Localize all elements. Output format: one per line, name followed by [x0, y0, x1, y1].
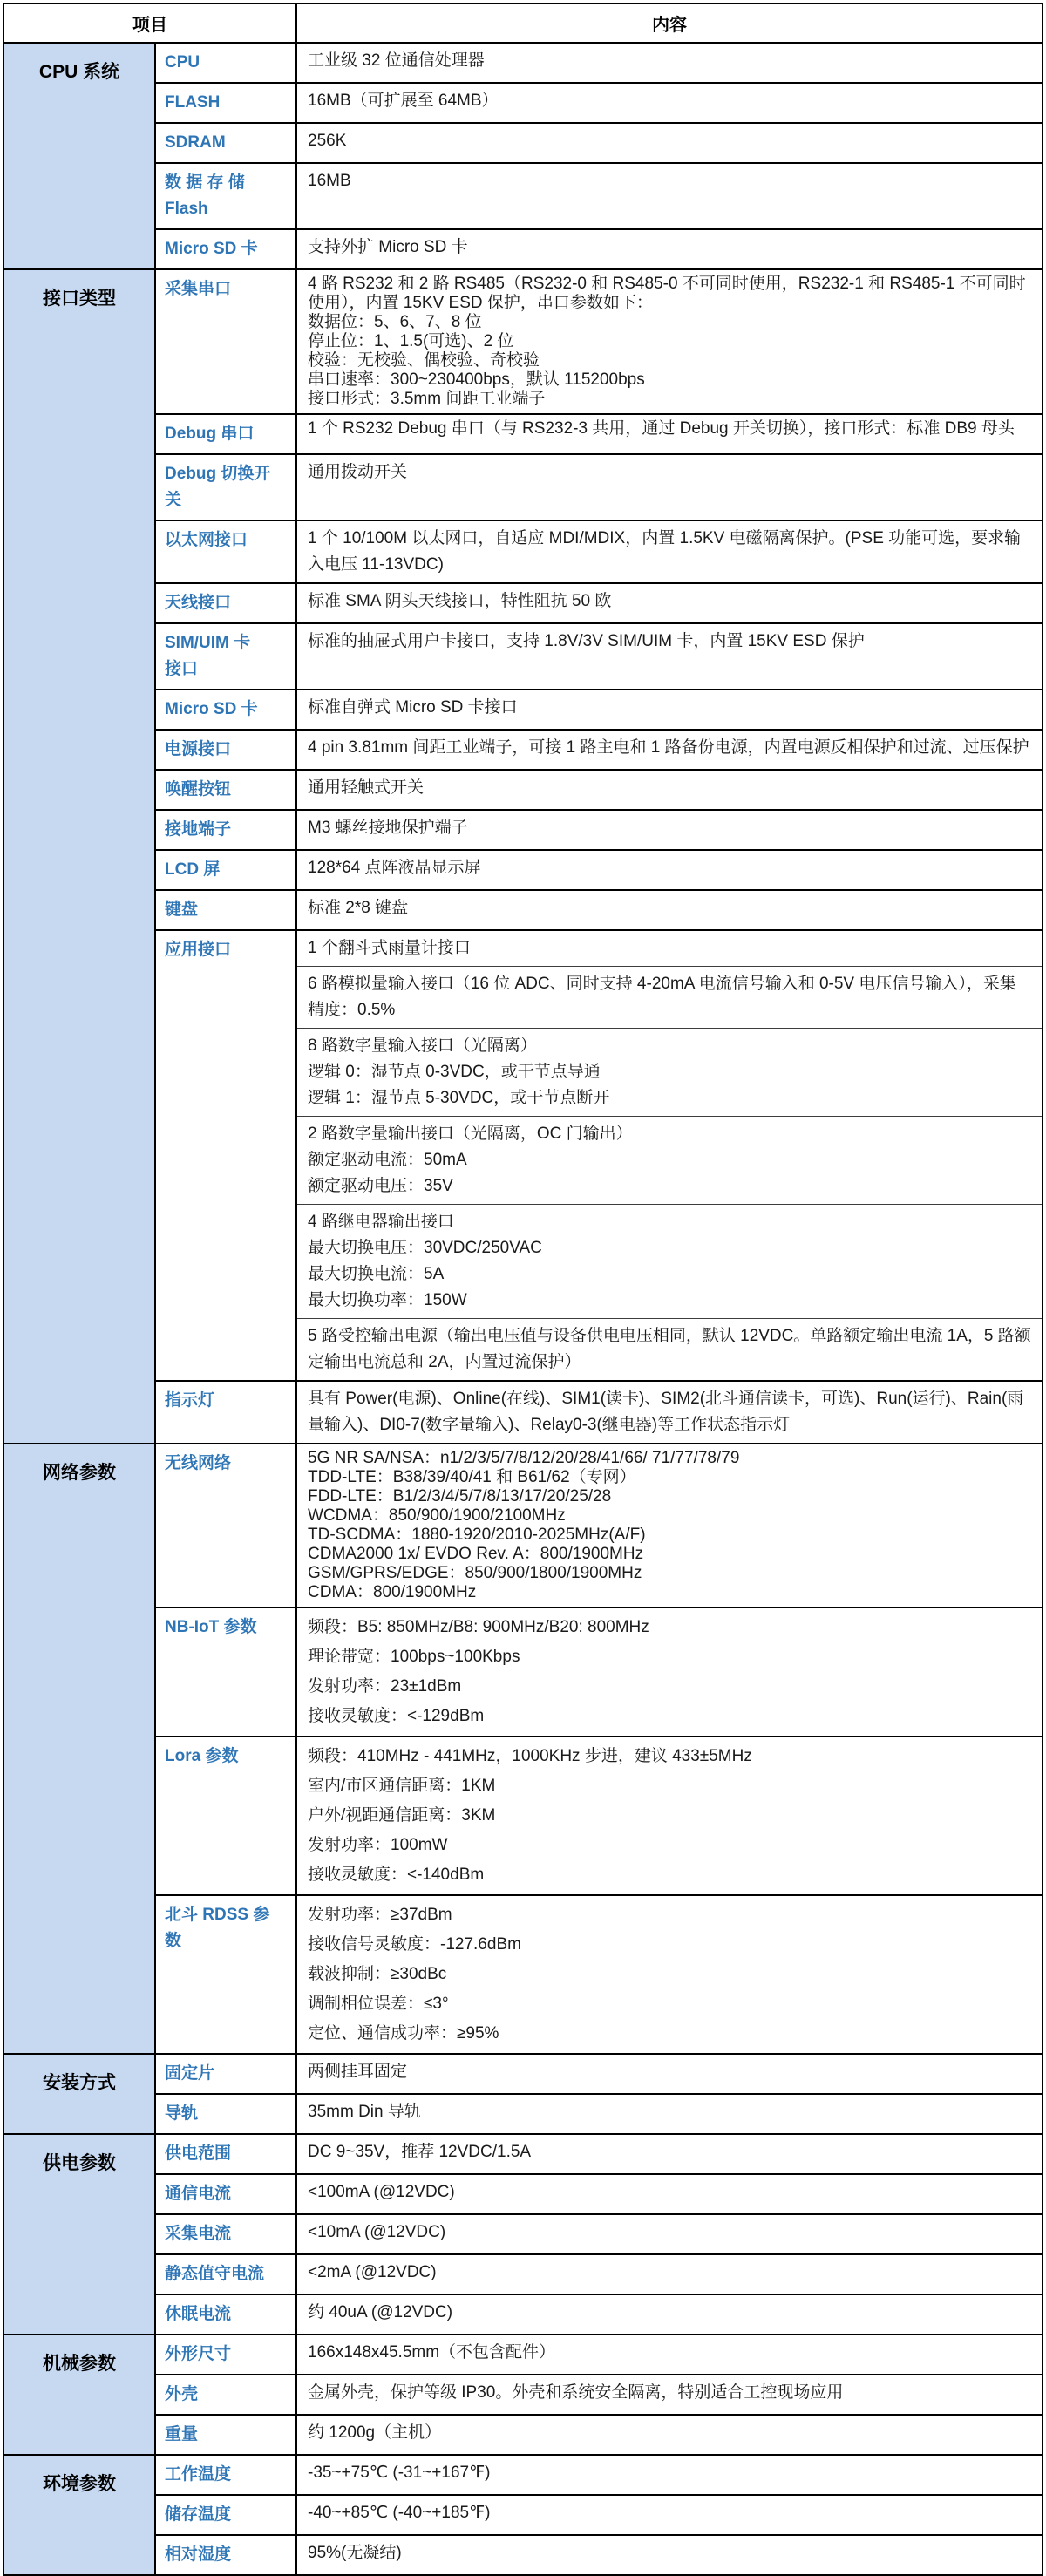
- content-line: 额定驱动电流：50mA: [308, 1151, 467, 1169]
- content-line: 约 1200g（主机）: [308, 2423, 442, 2442]
- spec-content-cell: [296, 1444, 1043, 1607]
- content-block: [297, 2055, 1042, 2090]
- content-line: 停止位：1、1.5(可选)、2 位: [308, 332, 514, 350]
- spec-label-line: 接口: [165, 660, 199, 678]
- spec-label-cell: [155, 43, 296, 83]
- content-line: 校验：无校验、偶校验、奇校验: [308, 351, 540, 370]
- content-line: 95%(无凝结): [308, 2544, 402, 2562]
- content-line: 标准 SMA 阴头天线接口，特性阻抗 50 欧: [308, 592, 612, 610]
- content-block: [297, 1116, 1042, 1204]
- spec-label-line: 固定片: [165, 2064, 215, 2083]
- spec-label-line: 采集电流: [165, 2225, 232, 2243]
- spec-label-cell: [155, 1607, 296, 1737]
- spec-label-line: SIM/UIM 卡: [165, 634, 251, 652]
- table-row: [3, 1895, 1043, 2054]
- spec-label-cell: [155, 2415, 296, 2455]
- spec-label-cell: [155, 810, 296, 850]
- spec-label-line: 储存温度: [165, 2505, 232, 2524]
- content-line: 1 个 RS232 Debug 串口（与 RS232-3 共用，通过 Debug 开关切换），接口形式：标准 DB9 母头: [308, 419, 1015, 438]
- spec-label-cell: [155, 1895, 296, 2054]
- spec-label-line: 数 据 存 储: [165, 173, 245, 192]
- table-row: [3, 890, 1043, 930]
- spec-content-cell: [296, 163, 1043, 229]
- spec-label-line: 数: [165, 1932, 182, 1950]
- content-block: [297, 2135, 1042, 2170]
- spec-content-cell: [296, 43, 1043, 83]
- table-row: [3, 43, 1043, 83]
- table-row: [3, 850, 1043, 890]
- table-row: [3, 2294, 1043, 2335]
- content-line: 通用轻触式开关: [308, 778, 425, 797]
- content-block: [297, 584, 1042, 619]
- content-block: [297, 2536, 1042, 2571]
- content-block: [297, 455, 1042, 490]
- content-line: 发射功率：≥37dBm: [308, 1906, 452, 1924]
- table-row: [3, 2174, 1043, 2214]
- spec-content-cell: [296, 2415, 1043, 2455]
- table-row: [3, 520, 1043, 583]
- content-line: 户外/视距通信距离：3KM: [308, 1806, 496, 1825]
- spec-label-line: 天线接口: [165, 594, 232, 612]
- content-line: 接收灵敏度：<-140dBm: [308, 1866, 485, 1884]
- table-row: [3, 414, 1043, 454]
- header-row: [3, 3, 1043, 43]
- spec-label-line: Debug 切换开: [165, 465, 271, 483]
- table-row: [3, 2134, 1043, 2174]
- spec-label-line: 以太网接口: [165, 531, 248, 549]
- spec-label-line: 重量: [165, 2425, 199, 2443]
- content-line: 128*64 点阵液晶显示屏: [308, 859, 481, 877]
- content-line: -40~+85℃ (-40~+185℉): [308, 2504, 491, 2522]
- content-block: [297, 521, 1042, 582]
- content-line: 4 路 RS232 和 2 路 RS485（RS232-0 和 RS485-0 不可同时使用，RS232-1 和 RS485-1 不可同时使用），内置 15KV ESD 保护，串口参数如下：: [308, 275, 1026, 312]
- spec-content-cell: [296, 2294, 1043, 2335]
- spec-label-cell: [155, 414, 296, 454]
- content-line: 两侧挂耳固定: [308, 2063, 408, 2081]
- content-line: 2 路数字量输出接口（光隔离，OC 门输出）: [308, 1125, 633, 1143]
- spec-label-cell: [155, 623, 296, 690]
- spec-label-cell: [155, 1737, 296, 1895]
- spec-content-cell: [296, 730, 1043, 770]
- content-block: [297, 2295, 1042, 2330]
- spec-label-cell: [155, 2375, 296, 2415]
- content-block: [297, 690, 1042, 725]
- content-block: [297, 84, 1042, 119]
- content-line: 支持外扩 Micro SD 卡: [308, 238, 468, 256]
- spec-label-cell: [155, 2094, 296, 2134]
- content-block: [297, 1896, 1042, 2053]
- spec-label-cell: [155, 83, 296, 123]
- spec-content-cell: [296, 2214, 1043, 2254]
- spec-label-cell: [155, 2214, 296, 2254]
- content-line: 接口形式：3.5mm 间距工业端子: [308, 390, 546, 408]
- table-row: [3, 83, 1043, 123]
- spec-content-cell: [296, 2535, 1043, 2575]
- content-line: 调制相位误差：≤3°: [308, 1995, 449, 2013]
- content-line: 逻辑 1：湿节点 5-30VDC，或干节点断开: [308, 1089, 610, 1107]
- spec-label-line: 唤醒按钮: [165, 780, 232, 799]
- content-block: [297, 891, 1042, 926]
- content-line: DC 9~35V，推荐 12VDC/1.5A: [308, 2143, 532, 2161]
- content-line: 室内/市区通信距离：1KM: [308, 1777, 496, 1795]
- table-row: [3, 2335, 1043, 2375]
- table-row: [3, 2054, 1043, 2094]
- content-line: 4 路继电器输出接口: [308, 1213, 454, 1231]
- content-line: <100mA (@12VDC): [308, 2183, 455, 2201]
- section-group-cell: 接口类型: [3, 269, 155, 1444]
- spec-label-cell: [155, 229, 296, 269]
- table-row: [3, 1737, 1043, 1895]
- column-header-item: 项目: [3, 3, 296, 43]
- spec-label-line: 关: [165, 491, 182, 509]
- content-block: [297, 966, 1042, 1028]
- spec-label-cell: [155, 850, 296, 890]
- content-line: 数据位：5、6、7、8 位: [308, 313, 482, 331]
- spec-label-cell: [155, 2054, 296, 2094]
- spec-label-line: 导轨: [165, 2104, 199, 2123]
- content-line: 发射功率：100mW: [308, 1836, 448, 1854]
- spec-content-cell: [296, 850, 1043, 890]
- spec-label-line: Micro SD 卡: [165, 240, 258, 258]
- spec-content-cell: [296, 2335, 1043, 2375]
- content-line: CDMA2000 1x/ EVDO Rev. A：800/1900MHz: [308, 1545, 644, 1563]
- spec-label-cell: [155, 2535, 296, 2575]
- spec-label-line: 工作温度: [165, 2465, 232, 2484]
- spec-label-line: 应用接口: [165, 941, 232, 959]
- spec-label-line: 相对湿度: [165, 2545, 232, 2564]
- content-line: 标准 2*8 键盘: [308, 899, 409, 917]
- spec-label-cell: [155, 454, 296, 520]
- spec-label-line: Flash: [165, 200, 208, 218]
- section-group-cell: CPU 系统: [3, 43, 155, 269]
- content-block: [297, 1028, 1042, 1116]
- content-line: <2mA (@12VDC): [308, 2263, 437, 2281]
- content-block: [297, 2375, 1042, 2410]
- spec-content-cell: [296, 690, 1043, 730]
- content-line: 最大切换功率：150W: [308, 1291, 467, 1309]
- spec-label-cell: [155, 2134, 296, 2174]
- spec-content-cell: [296, 83, 1043, 123]
- spec-label-line: 接地端子: [165, 820, 232, 839]
- table-row: [3, 583, 1043, 623]
- content-line: 16MB: [308, 172, 351, 190]
- spec-content-cell: [296, 2094, 1043, 2134]
- spec-label-cell: [155, 269, 296, 414]
- table-row: [3, 229, 1043, 269]
- spec-label-cell: [155, 890, 296, 930]
- content-block: [297, 851, 1042, 886]
- content-line: 最大切换电压：30VDC/250VAC: [308, 1239, 542, 1257]
- section-group-cell: 环境参数: [3, 2455, 155, 2575]
- content-line: 理论带宽：100bps~100Kbps: [308, 1648, 520, 1666]
- table-row: [3, 269, 1043, 414]
- content-line: 5 路受控输出电源（输出电压值与设备供电电压相同，默认 12VDC。单路额定输出电流 1A，5 路额定输出电流总和 2A，内置过流保护）: [308, 1327, 1031, 1371]
- content-block: [297, 2215, 1042, 2250]
- spec-label-cell: [155, 2495, 296, 2535]
- content-line: 约 40uA (@12VDC): [308, 2303, 453, 2321]
- spec-label-cell: [155, 930, 296, 1381]
- content-block: [297, 2456, 1042, 2491]
- content-line: 8 路数字量输入接口（光隔离）: [308, 1037, 537, 1055]
- content-line: 定位、通信成功率：≥95%: [308, 2024, 499, 2042]
- content-block: [297, 624, 1042, 659]
- content-line: 频段：410MHz - 441MHz，1000KHz 步进，建议 433±5MHz: [308, 1747, 752, 1765]
- spec-label-line: CPU: [165, 53, 200, 71]
- section-group-cell: 安装方式: [3, 2054, 155, 2134]
- content-line: WCDMA：850/900/1900/2100MHz: [308, 1506, 566, 1525]
- spec-label-line: 通信电流: [165, 2185, 232, 2203]
- spec-label-line: NB-IoT 参数: [165, 1618, 257, 1636]
- content-line: 256K: [308, 132, 347, 150]
- content-line: CDMA：800/1900MHz: [308, 1583, 477, 1601]
- content-block: [297, 44, 1042, 78]
- spec-label-line: 外壳: [165, 2385, 199, 2403]
- section-group-cell: 网络参数: [3, 1444, 155, 2054]
- content-line: GSM/GPRS/EDGE：850/900/1800/1900MHz: [308, 1564, 642, 1582]
- spec-content-cell: [296, 1607, 1043, 1737]
- section-group-cell: 机械参数: [3, 2335, 155, 2455]
- spec-content-cell: [296, 2134, 1043, 2174]
- spec-label-line: SDRAM: [165, 133, 226, 152]
- content-block: [297, 415, 1042, 443]
- spec-label-cell: [155, 520, 296, 583]
- content-line: 1 个 10/100M 以太网口，自适应 MDI/MDIX，内置 1.5KV 电磁隔离保护。(PSE 功能可选，要求输入电压 11-13VDC): [308, 529, 1022, 574]
- spec-label-line: 指示灯: [165, 1391, 215, 1410]
- content-line: FDD-LTE：B1/2/3/4/5/7/8/13/17/20/25/28: [308, 1487, 612, 1505]
- spec-label-cell: [155, 1381, 296, 1444]
- spec-label-cell: [155, 2254, 296, 2294]
- spec-content-cell: [296, 623, 1043, 690]
- spec-label-cell: [155, 1444, 296, 1607]
- content-block: [297, 1737, 1042, 1894]
- content-block: [297, 2416, 1042, 2450]
- spec-label-cell: [155, 690, 296, 730]
- spec-label-cell: [155, 2455, 296, 2495]
- content-line: 接收灵敏度：<-129dBm: [308, 1707, 485, 1725]
- spec-content-cell: [296, 2054, 1043, 2094]
- content-line: 166x148x45.5mm（不包含配件）: [308, 2343, 556, 2362]
- content-line: 1 个翻斗式雨量计接口: [308, 939, 471, 957]
- spec-label-cell: [155, 583, 296, 623]
- spec-content-cell: [296, 2455, 1043, 2495]
- section-group-cell: 供电参数: [3, 2134, 155, 2335]
- table-row: [3, 2094, 1043, 2134]
- spec-content-cell: [296, 770, 1043, 810]
- content-line: 发射功率：23±1dBm: [308, 1677, 462, 1696]
- spec-content-cell: [296, 1895, 1043, 2054]
- spec-content-cell: [296, 229, 1043, 269]
- content-line: -35~+75℃ (-31~+167℉): [308, 2464, 491, 2482]
- content-block: [297, 1444, 1042, 1607]
- content-block: [297, 771, 1042, 805]
- spec-content-cell: [296, 930, 1043, 1381]
- spec-content-cell: [296, 890, 1043, 930]
- table-row: [3, 163, 1043, 229]
- content-line: 串口速率：300~230400bps，默认 115200bps: [308, 370, 645, 389]
- content-line: <10mA (@12VDC): [308, 2223, 446, 2241]
- table-row: [3, 1381, 1043, 1444]
- content-block: [297, 270, 1042, 413]
- table-row: [3, 2375, 1043, 2415]
- content-line: 标准的抽屉式用户卡接口，支持 1.8V/3V SIM/UIM 卡，内置 15KV ESD 保护: [308, 632, 865, 650]
- table-row: [3, 623, 1043, 690]
- table-row: [3, 1607, 1043, 1737]
- content-line: 逻辑 0：湿节点 0-3VDC，或干节点导通: [308, 1063, 601, 1081]
- spec-content-cell: [296, 1381, 1043, 1444]
- spec-label-line: Micro SD 卡: [165, 700, 258, 718]
- spec-label-cell: [155, 123, 296, 163]
- table-row: [3, 930, 1043, 1381]
- spec-label-line: FLASH: [165, 93, 221, 112]
- content-block: [297, 1382, 1042, 1443]
- content-block: [297, 2095, 1042, 2130]
- spec-label-line: 外形尺寸: [165, 2345, 232, 2363]
- content-line: 35mm Din 导轨: [308, 2103, 421, 2121]
- spec-label-line: LCD 屏: [165, 860, 221, 879]
- content-line: 4 pin 3.81mm 间距工业端子，可接 1 路主电和 1 路备份电源，内置电源反相保护和过流、过压保护: [308, 738, 1029, 757]
- column-header-content: 内容: [296, 3, 1043, 43]
- spec-content-cell: [296, 520, 1043, 583]
- spec-label-line: 电源接口: [165, 740, 232, 758]
- content-line: 载波抑制：≥30dBc: [308, 1965, 447, 1983]
- table-row: [3, 2415, 1043, 2455]
- content-line: 最大切换电流：5A: [308, 1265, 445, 1283]
- table-row: [3, 123, 1043, 163]
- spec-label-line: 键盘: [165, 901, 199, 919]
- table-row: [3, 2254, 1043, 2294]
- spec-content-cell: [296, 454, 1043, 520]
- spec-content-cell: [296, 414, 1043, 454]
- content-line: 金属外壳，保护等级 IP30。外壳和系统安全隔离，特别适合工控现场应用: [308, 2383, 844, 2402]
- content-line: 频段：B5: 850MHz/B8: 900MHz/B20: 800MHz: [308, 1618, 649, 1636]
- content-block: [297, 2255, 1042, 2290]
- spec-table: [3, 3, 1043, 2576]
- table-row: [3, 2455, 1043, 2495]
- table-row: [3, 810, 1043, 850]
- spec-content-cell: [296, 810, 1043, 850]
- spec-content-cell: [296, 269, 1043, 414]
- spec-content-cell: [296, 583, 1043, 623]
- content-line: 5G NR SA/NSA：n1/2/3/5/7/8/12/20/28/41/66/ 71/77/78/79: [308, 1449, 740, 1467]
- content-block: [297, 2496, 1042, 2531]
- table-row: [3, 690, 1043, 730]
- spec-content-cell: [296, 2254, 1043, 2294]
- spec-content-cell: [296, 123, 1043, 163]
- table-row: [3, 2535, 1043, 2575]
- spec-label-line: Debug 串口: [165, 425, 255, 443]
- content-block: [297, 931, 1042, 966]
- spec-label-line: 无线网络: [165, 1454, 232, 1472]
- content-block: [297, 2175, 1042, 2210]
- spec-content-cell: [296, 1737, 1043, 1895]
- content-block: [297, 124, 1042, 159]
- content-block: [297, 164, 1042, 199]
- content-block: [297, 811, 1042, 846]
- table-row: [3, 730, 1043, 770]
- spec-label-cell: [155, 770, 296, 810]
- content-line: 工业级 32 位通信处理器: [308, 51, 485, 70]
- spec-label-cell: [155, 163, 296, 229]
- content-line: 16MB（可扩展至 64MB）: [308, 92, 499, 110]
- spec-label-line: 北斗 RDSS 参: [165, 1906, 270, 1924]
- spec-label-line: 供电范围: [165, 2144, 232, 2163]
- table-row: [3, 2495, 1043, 2535]
- content-block: [297, 1318, 1042, 1380]
- table-row: [3, 454, 1043, 520]
- spec-label-line: 静态值守电流: [165, 2265, 265, 2283]
- spec-label-line: 休眠电流: [165, 2305, 232, 2323]
- content-line: 具有 Power(电源)、Online(在线)、SIM1(读卡)、SIM2(北斗通信读卡，可选)、Run(运行)、Rain(雨量输入)、DI0-7(数字量输入)、Relay0-3(继电器)等工作状态指示灯: [308, 1390, 1024, 1434]
- table-row: [3, 2214, 1043, 2254]
- content-block: [297, 230, 1042, 265]
- spec-label-line: Lora 参数: [165, 1747, 239, 1765]
- spec-label-cell: [155, 730, 296, 770]
- content-line: 通用拨动开关: [308, 463, 408, 481]
- content-block: [297, 731, 1042, 765]
- content-line: 标准自弹式 Micro SD 卡接口: [308, 698, 518, 717]
- table-row: [3, 1444, 1043, 1607]
- content-line: 6 路模拟量输入接口（16 位 ADC、同时支持 4-20mA 电流信号输入和 0-5V 电压信号输入），采集精度：0.5%: [308, 975, 1016, 1019]
- spec-content-cell: [296, 2495, 1043, 2535]
- content-line: 接收信号灵敏度：-127.6dBm: [308, 1935, 521, 1954]
- spec-label-cell: [155, 2335, 296, 2375]
- spec-content-cell: [296, 2174, 1043, 2214]
- content-line: TDD-LTE：B38/39/40/41 和 B61/62（专网）: [308, 1468, 636, 1486]
- content-line: 额定驱动电压：35V: [308, 1177, 453, 1195]
- content-block: [297, 1204, 1042, 1318]
- content-block: [297, 2335, 1042, 2370]
- content-line: TD-SCDMA：1880-1920/2010-2025MHz(A/F): [308, 1526, 646, 1544]
- spec-label-cell: [155, 2294, 296, 2335]
- spec-content-cell: [296, 2375, 1043, 2415]
- table-row: [3, 770, 1043, 810]
- content-block: [297, 1608, 1042, 1736]
- content-line: M3 螺丝接地保护端子: [308, 819, 468, 837]
- spec-label-cell: [155, 2174, 296, 2214]
- spec-label-line: 采集串口: [165, 280, 232, 298]
